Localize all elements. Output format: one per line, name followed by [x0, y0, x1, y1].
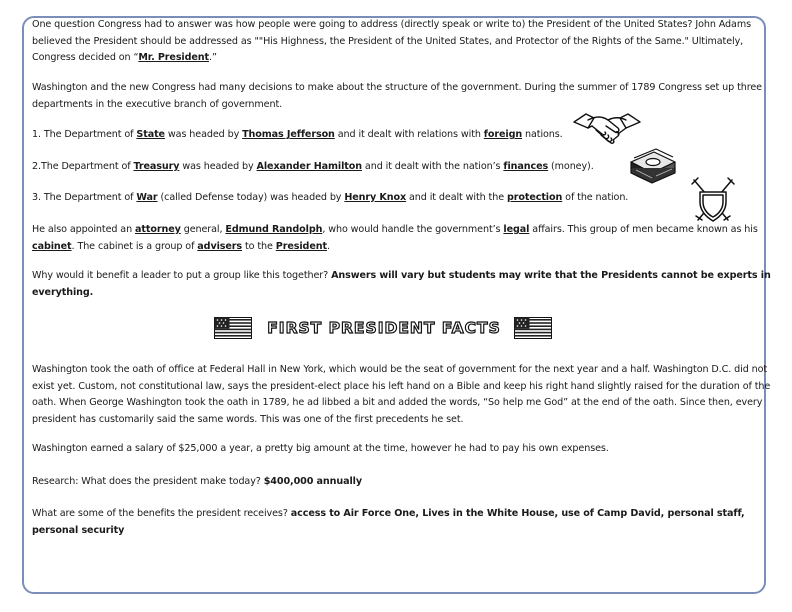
answer-salary-today: $400,000 annually [263, 476, 363, 487]
banner-title: FIRST PRESIDENT FACTS [267, 319, 501, 337]
keyword-protection: protection [506, 192, 563, 203]
keyword-advisers: advisers [197, 240, 243, 252]
department-war: 3. The Department of War (called Defense today) was headed by Henry Knox and it dealt with the protection of the nation. [32, 192, 629, 203]
money-stack-icon [628, 148, 678, 184]
question-salary-today: Research: What does the president make today? $400,000 annually [32, 476, 363, 487]
keyword-state: State [136, 129, 165, 140]
shield-swords-icon [690, 176, 736, 226]
paragraph-address: One question Congress had to answer was how people were going to address (directly speak or write to) the President of the United States? John Adams believed the President should be addressed as ""His Highness, the President of the United States, and Protector of the Rights of the Same." Ultimately, Congress decided on “Mr. President.” [32, 19, 751, 63]
keyword-alexander-hamilton: Alexander Hamilton [256, 161, 362, 172]
american-flag-icon [514, 317, 552, 339]
paragraph-oath: Washington took the oath of office at Federal Hall in New York, which would be the seat of government for the next year and a half. Washington D.C. did not exist yet. Custom, not constitutional law, says the president-elect place his left hand on a Bible and keep his right hand slightly raised for the duration of the oath. When George Washington took the oath in 1789, he ad libbed a bit and added the words, “So help me God” at the end of the oath. Since then, every president has customarily said the same words. This was one of the first precedents he set. [32, 364, 771, 425]
question-benefit: Why would it benefit a leader to put a group like this together? Answers will vary but students may write that the Presidents cannot be experts in everything. [32, 270, 771, 298]
keyword-war: War [136, 192, 158, 203]
answer-benefit: Answers will vary but students may write that the Presidents cannot be experts in everything. [32, 270, 771, 298]
question-president-benefits: What are some of the benefits the president receives? access to Air Force One, Lives in the White House, use of Camp David, personal staff, personal security [32, 508, 745, 536]
keyword-foreign: foreign [483, 129, 523, 140]
keyword-cabinet: cabinet [32, 240, 72, 252]
paragraph-structure: Washington and the new Congress had many decisions to make about the structure of the government. During the summer of 1789 Congress set up three departments in the executive branch of government. [32, 82, 762, 110]
department-treasury: 2.The Department of Treasury was headed by Alexander Hamilton and it dealt with the nation’s finances (money). [32, 161, 594, 172]
keyword-president: President [275, 240, 327, 252]
handshake-icon [572, 108, 642, 146]
paragraph-salary: Washington earned a salary of $25,000 a year, a pretty big amount at the time, however he had to pay his own expenses. [32, 443, 609, 454]
paragraph-cabinet: He also appointed an attorney general, Edmund Randolph, who would handle the government’s legal affairs. This group of men became known as his cabinet. The cabinet is a group of advisers to the President. [32, 224, 758, 252]
facts-banner [214, 315, 554, 341]
keyword-finances: finances [503, 161, 549, 172]
keyword-legal: legal [503, 224, 530, 235]
keyword-henry-knox: Henry Knox [344, 192, 407, 203]
keyword-mr-president: Mr. President [138, 52, 210, 63]
department-state: 1. The Department of State was headed by Thomas Jefferson and it dealt with relations with foreign nations. [32, 129, 563, 140]
keyword-treasury: Treasury [133, 161, 180, 172]
answer-president-benefits: access to Air Force One, Lives in the White House, use of Camp David, personal staff, personal security [32, 508, 745, 536]
keyword-edmund-randolph: Edmund Randolph [225, 224, 323, 235]
american-flag-icon [214, 317, 252, 339]
keyword-attorney: attorney [135, 224, 181, 235]
keyword-thomas-jefferson: Thomas Jefferson [242, 129, 335, 140]
